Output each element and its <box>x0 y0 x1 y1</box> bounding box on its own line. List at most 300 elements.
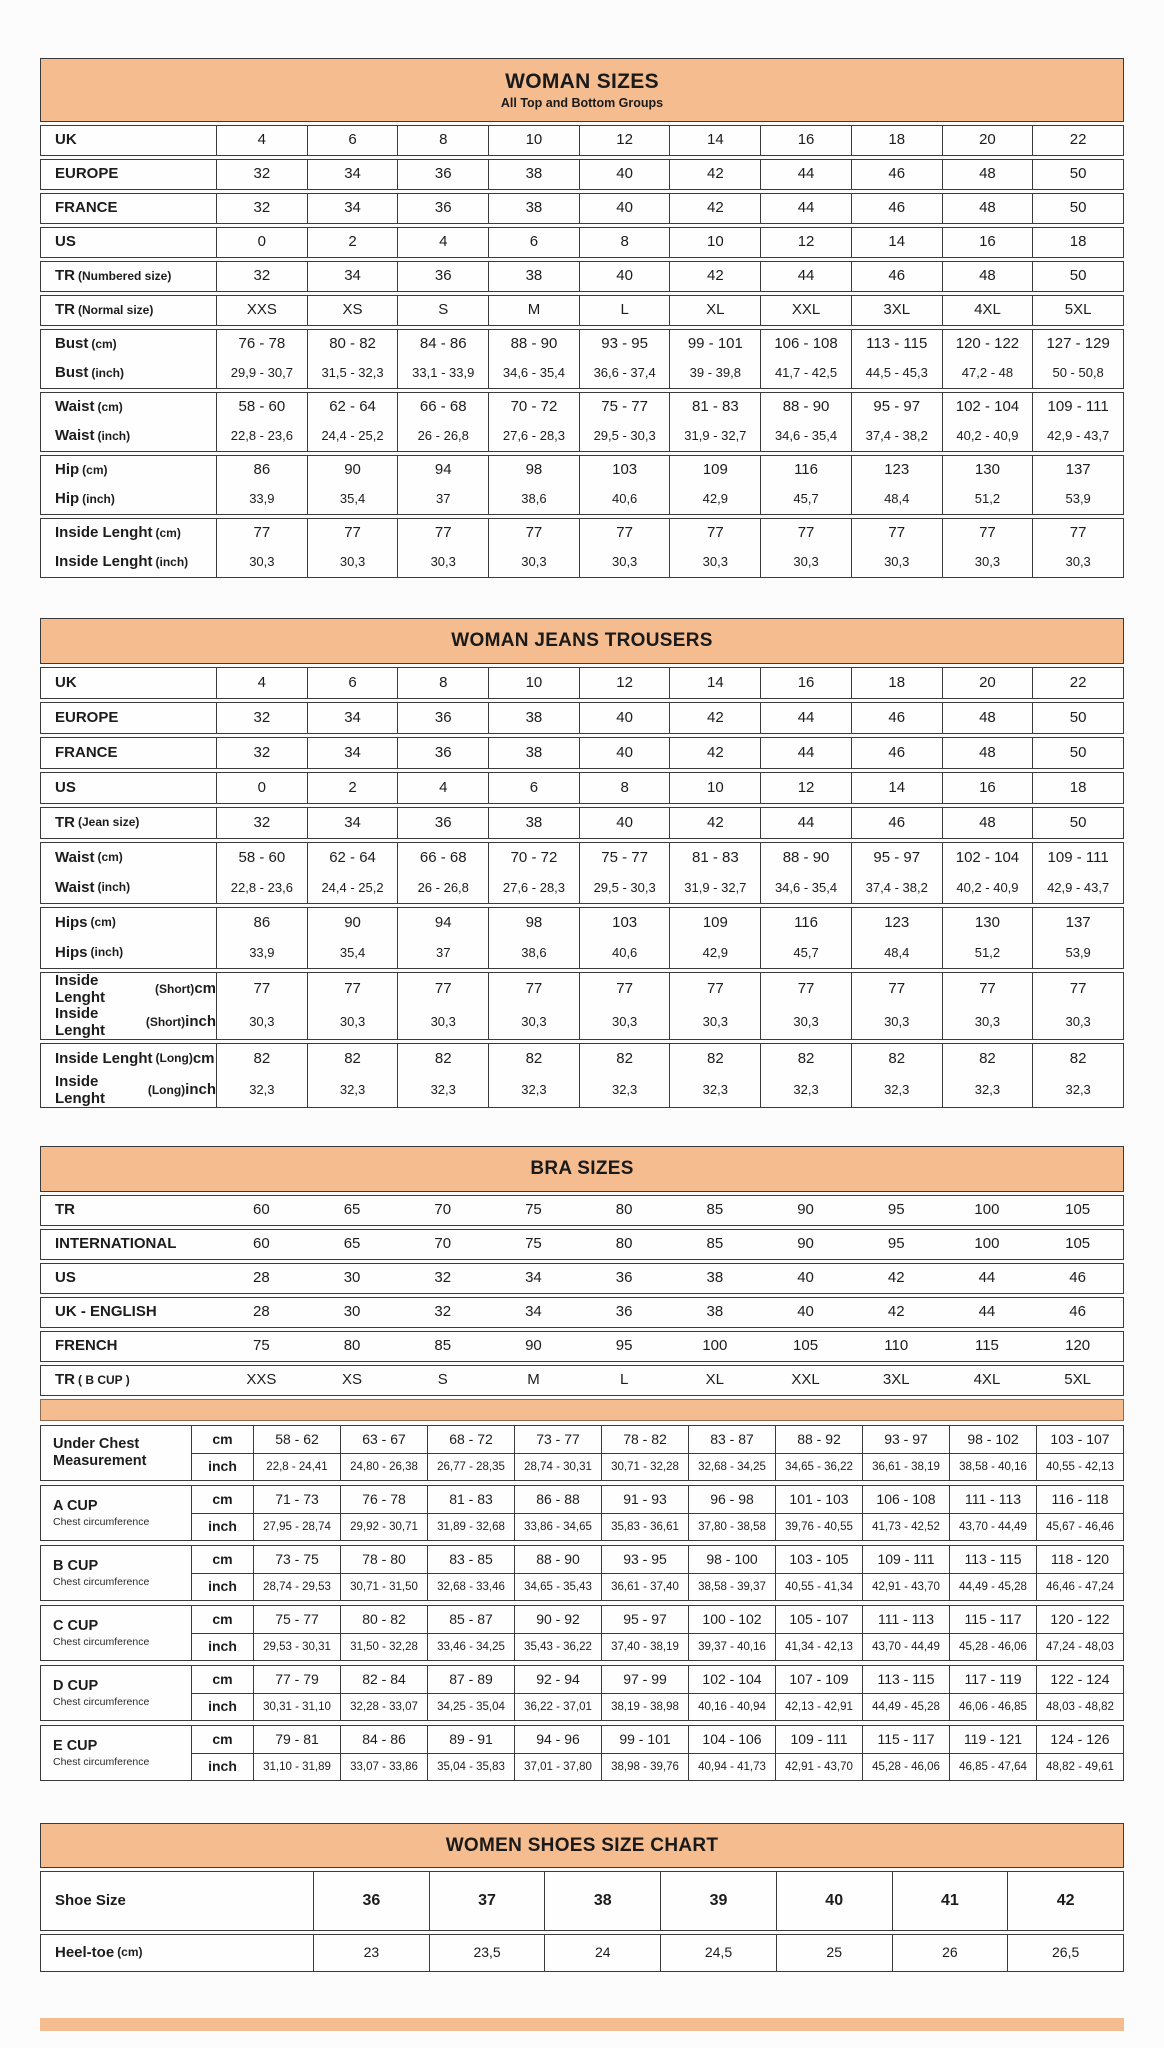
cup-label-subtitle: Chest circumference <box>53 1635 150 1648</box>
size-value: 34,6 - 35,4 <box>760 422 851 451</box>
cup-row-group <box>40 1545 1124 1601</box>
size-value: 40,94 - 41,73 <box>688 1753 775 1780</box>
size-value: 120 - 122 <box>1036 1606 1123 1633</box>
size-row-group <box>40 702 1124 734</box>
size-value: 123 <box>851 908 942 938</box>
size-value: 41,34 - 42,13 <box>775 1633 862 1660</box>
size-value: 35,83 - 36,61 <box>601 1513 688 1540</box>
size-value: 5XL <box>1032 296 1123 325</box>
size-value: 32 <box>216 160 307 189</box>
size-value: 33,07 - 33,86 <box>340 1753 427 1780</box>
size-value: M <box>527 1371 540 1389</box>
size-value: 32,3 <box>1032 1074 1123 1107</box>
size-value: 38 <box>488 160 579 189</box>
size-value: 12 <box>760 773 851 803</box>
size-value: 0 <box>216 228 307 257</box>
size-value: 115 - 117 <box>862 1726 949 1753</box>
size-value: 42 <box>1007 1872 1123 1930</box>
size-value: 70 <box>434 1235 452 1253</box>
size-value: 31,89 - 32,68 <box>427 1513 514 1540</box>
size-value: 32,68 - 34,25 <box>688 1453 775 1480</box>
size-value: 44 <box>760 194 851 223</box>
size-value: 90 <box>797 1235 814 1253</box>
size-value: 42 <box>669 703 760 733</box>
size-value: 32 <box>216 194 307 223</box>
size-value: S <box>437 1371 448 1389</box>
row-label: Inside Lenght (inch) <box>55 553 189 571</box>
size-value: 34,6 - 35,4 <box>488 359 579 388</box>
unit-label: inch <box>191 1513 253 1540</box>
size-value: 24,4 - 25,2 <box>307 873 398 903</box>
size-value: 30,3 <box>942 1006 1033 1039</box>
size-value: 50 <box>1032 262 1123 291</box>
size-value: 53,9 <box>1032 485 1123 514</box>
size-value: 80 <box>343 1337 361 1355</box>
size-value: 88 - 90 <box>488 330 579 359</box>
size-row-group <box>40 842 1124 904</box>
row-label-note: (inch) <box>91 365 125 380</box>
size-value: 14 <box>851 228 942 257</box>
row-label: UK <box>55 131 77 149</box>
size-value: 16 <box>760 126 851 155</box>
size-value: 42,9 - 43,7 <box>1032 422 1123 451</box>
size-value: 22,8 - 23,6 <box>216 873 307 903</box>
size-value: 42 <box>669 160 760 189</box>
size-value: 109 - 111 <box>1032 843 1123 873</box>
size-value: 77 <box>760 519 851 548</box>
size-value: 40,6 <box>579 485 670 514</box>
size-value: 85 - 87 <box>427 1606 514 1633</box>
size-value: 40,2 - 40,9 <box>942 873 1033 903</box>
size-value: 29,92 - 30,71 <box>340 1513 427 1540</box>
row-label: Waist (cm) <box>55 848 123 866</box>
size-value: 66 - 68 <box>397 393 488 422</box>
cup-row-group <box>40 1665 1124 1721</box>
size-value: 46,85 - 47,64 <box>949 1753 1036 1780</box>
size-value: 48 <box>942 808 1033 838</box>
size-value: 25 <box>776 1935 892 1971</box>
size-value: 35,4 <box>307 938 398 968</box>
size-value: 32,3 <box>942 1074 1033 1107</box>
size-value: 58 - 60 <box>216 393 307 422</box>
size-value: 36,22 - 37,01 <box>514 1693 601 1720</box>
size-value: 85 <box>434 1337 452 1355</box>
cup-label <box>41 1606 191 1660</box>
size-value: 120 - 122 <box>942 330 1033 359</box>
size-value: 45,28 - 46,06 <box>862 1753 949 1780</box>
size-value: 6 <box>488 228 579 257</box>
size-value: 36 <box>397 160 488 189</box>
size-value: 51,2 <box>942 938 1033 968</box>
size-value: 23 <box>313 1935 429 1971</box>
cup-row-group <box>40 1485 1124 1541</box>
size-value: 105 - 107 <box>775 1606 862 1633</box>
size-value: 77 <box>216 973 307 1006</box>
size-value: 76 - 78 <box>216 330 307 359</box>
row-label-note: (inch) <box>82 491 115 506</box>
size-value: 37 <box>397 485 488 514</box>
row-label: EUROPE <box>55 165 119 183</box>
size-row-group <box>40 1263 1124 1294</box>
row-label: Bust (cm) <box>55 335 117 353</box>
size-value: XXS <box>246 1371 277 1389</box>
size-value: 102 - 104 <box>688 1666 775 1693</box>
size-row-group <box>40 1195 1124 1226</box>
size-value: 30,3 <box>1032 548 1123 577</box>
size-value: 48 <box>942 262 1033 291</box>
size-value: 82 <box>488 1044 579 1074</box>
size-row-group <box>40 772 1124 804</box>
size-value: XS <box>342 1371 363 1389</box>
row-label-note: (Jean size) <box>78 815 140 830</box>
size-value: 4 <box>397 228 488 257</box>
size-value: 36,6 - 37,4 <box>579 359 670 388</box>
size-value: 95 - 97 <box>851 393 942 422</box>
size-value: 34 <box>307 703 398 733</box>
size-value: 37,80 - 38,58 <box>688 1513 775 1540</box>
size-value: 75 <box>253 1337 270 1355</box>
size-value: 31,10 - 31,89 <box>253 1753 340 1780</box>
cup-label <box>41 1546 191 1600</box>
size-value: 107 - 109 <box>775 1666 862 1693</box>
size-value: 100 - 102 <box>688 1606 775 1633</box>
size-value: 42 <box>669 808 760 838</box>
size-value: 83 - 87 <box>688 1426 775 1453</box>
unit-label: cm <box>191 1486 253 1513</box>
size-value: 35,43 - 36,22 <box>514 1633 601 1660</box>
size-value: 34 <box>307 738 398 768</box>
size-value: 87 - 89 <box>427 1666 514 1693</box>
size-value: 22,8 - 23,6 <box>216 422 307 451</box>
size-value: 47,2 - 48 <box>942 359 1033 388</box>
size-row-group <box>40 1043 1124 1108</box>
row-label-note: ( B CUP ) <box>78 1372 130 1387</box>
size-value: 106 - 108 <box>862 1486 949 1513</box>
size-value: 77 <box>397 973 488 1006</box>
size-value: 28 <box>253 1269 270 1287</box>
size-value: 20 <box>942 668 1033 698</box>
bra-sizes-title: BRA SIZES <box>530 1158 634 1179</box>
cup-label-subtitle: Chest circumference <box>53 1575 150 1588</box>
size-value: 103 <box>579 908 670 938</box>
size-value: 115 <box>974 1337 999 1355</box>
size-value: 46 <box>851 160 942 189</box>
size-value: 50 <box>1032 160 1123 189</box>
size-value: 32 <box>216 262 307 291</box>
size-value: 12 <box>760 228 851 257</box>
bra-sizes-header <box>40 1146 1124 1192</box>
row-label: Hip (cm) <box>55 461 108 479</box>
size-value: 32,3 <box>760 1074 851 1107</box>
size-value: 73 - 77 <box>514 1426 601 1453</box>
shoe-row <box>40 1934 1124 1972</box>
size-value: 40,6 <box>579 938 670 968</box>
size-value: 80 - 82 <box>307 330 398 359</box>
size-value: 110 <box>884 1337 909 1355</box>
size-value: 30,3 <box>851 1006 942 1039</box>
size-value: L <box>619 1371 629 1389</box>
size-value: 105 <box>1065 1235 1091 1253</box>
size-value: 99 - 101 <box>601 1726 688 1753</box>
size-value: 95 - 97 <box>601 1606 688 1633</box>
size-value: 42,9 <box>669 938 760 968</box>
row-label: TR (Numbered size) <box>55 267 172 285</box>
row-label: Waist (inch) <box>55 878 131 896</box>
size-value: 84 - 86 <box>340 1726 427 1753</box>
size-value: 32,68 - 33,46 <box>427 1573 514 1600</box>
size-value: 46 <box>851 703 942 733</box>
size-value: 29,5 - 30,3 <box>579 422 670 451</box>
cup-label-subtitle: Chest circumference <box>53 1515 150 1528</box>
size-row-group <box>40 1297 1124 1328</box>
size-value: 111 - 113 <box>949 1486 1036 1513</box>
size-value: 77 <box>216 519 307 548</box>
row-label: TR (Normal size) <box>55 301 154 319</box>
size-value: 42 <box>669 194 760 223</box>
row-label: TR <box>55 1201 75 1219</box>
size-row-group <box>40 227 1124 258</box>
cup-label <box>41 1666 191 1720</box>
size-value: 62 - 64 <box>307 393 398 422</box>
size-value: 100 <box>974 1201 1000 1219</box>
row-label: Inside Lenght (Short) cm <box>55 972 216 1006</box>
size-value: 34 <box>307 808 398 838</box>
size-row-group <box>40 455 1124 515</box>
size-value: 36,61 - 37,40 <box>601 1573 688 1600</box>
size-value: 30,3 <box>216 1006 307 1039</box>
size-value: 32,3 <box>307 1074 398 1107</box>
size-value: 37 <box>397 938 488 968</box>
row-label: Waist (inch) <box>55 427 131 445</box>
size-value: 14 <box>851 773 942 803</box>
size-value: 40 <box>797 1269 814 1287</box>
size-value: 44,5 - 45,3 <box>851 359 942 388</box>
size-value: 117 - 119 <box>949 1666 1036 1693</box>
row-label: INTERNATIONAL <box>55 1235 177 1253</box>
woman-jeans-table <box>40 618 1124 1108</box>
unit-label: inch <box>191 1573 253 1600</box>
size-value: 32 <box>434 1269 452 1287</box>
women-shoes-table <box>40 1823 1124 1972</box>
size-value: 26,77 - 28,35 <box>427 1453 514 1480</box>
cup-label-title: A CUP <box>53 1497 98 1514</box>
size-value: 26 - 26,8 <box>397 422 488 451</box>
size-value: 89 - 91 <box>427 1726 514 1753</box>
size-value: 36 <box>397 194 488 223</box>
size-row-group <box>40 667 1124 699</box>
size-value: 45,7 <box>760 485 851 514</box>
size-value: 32 <box>434 1303 452 1321</box>
size-value: 98 <box>488 456 579 485</box>
size-value: 4XL <box>942 296 1033 325</box>
bra-system-rows <box>40 1195 1124 1396</box>
size-value: 75 - 77 <box>579 393 670 422</box>
size-value: 70 - 72 <box>488 843 579 873</box>
size-value: 32,3 <box>397 1074 488 1107</box>
size-value: 93 - 95 <box>601 1546 688 1573</box>
size-value: 77 <box>579 973 670 1006</box>
row-label: Hip (inch) <box>55 490 115 508</box>
woman-sizes-subtitle: All Top and Bottom Groups <box>500 96 664 110</box>
size-value: 90 - 92 <box>514 1606 601 1633</box>
row-label-note: (Numbered size) <box>78 268 172 283</box>
size-value: 18 <box>851 668 942 698</box>
size-value: 94 - 96 <box>514 1726 601 1753</box>
size-value: 113 - 115 <box>862 1666 949 1693</box>
size-value: 8 <box>397 126 488 155</box>
size-value: 47,24 - 48,03 <box>1036 1633 1123 1660</box>
cup-label-subtitle: Chest circumference <box>53 1755 150 1768</box>
size-value: 119 - 121 <box>949 1726 1036 1753</box>
row-label: TR (Jean size) <box>55 813 140 831</box>
size-value: 32 <box>216 808 307 838</box>
size-value: 116 <box>760 456 851 485</box>
size-value: 78 - 80 <box>340 1546 427 1573</box>
size-value: 6 <box>488 773 579 803</box>
size-value: 102 - 104 <box>942 393 1033 422</box>
size-value: 100 <box>974 1235 1000 1253</box>
size-value: 93 - 95 <box>579 330 670 359</box>
bra-section-divider-strip <box>40 1399 1124 1421</box>
size-value: 38 <box>488 738 579 768</box>
size-value: 39 - 39,8 <box>669 359 760 388</box>
size-value: 82 <box>760 1044 851 1074</box>
row-label: FRENCH <box>55 1337 118 1355</box>
cup-label-subtitle: Chest circumference <box>53 1695 150 1708</box>
size-value: 90 <box>797 1201 814 1219</box>
size-value: M <box>488 296 579 325</box>
size-row-group <box>40 159 1124 190</box>
size-value: 60 <box>253 1201 270 1219</box>
size-value: 44 <box>760 738 851 768</box>
size-row-group <box>40 261 1124 292</box>
shoe-row <box>40 1871 1124 1931</box>
size-row-group <box>40 295 1124 326</box>
size-value: 48,4 <box>851 485 942 514</box>
size-value: 38 <box>544 1872 660 1930</box>
size-value: 29,53 - 30,31 <box>253 1633 340 1660</box>
row-label: Bust (inch) <box>55 364 125 382</box>
size-value: 65 <box>343 1235 361 1253</box>
row-label: Inside Lenght (Long) inch <box>55 1073 216 1107</box>
row-label: US <box>55 778 76 796</box>
size-value: 42 <box>669 262 760 291</box>
size-value: 77 <box>942 519 1033 548</box>
size-value: 36 <box>397 738 488 768</box>
size-value: 111 - 113 <box>862 1606 949 1633</box>
size-value: 22 <box>1032 126 1123 155</box>
size-value: 118 - 120 <box>1036 1546 1123 1573</box>
size-value: XL <box>669 296 760 325</box>
size-value: 32,3 <box>488 1074 579 1107</box>
size-value: 46 <box>851 262 942 291</box>
row-label-note: (inch) <box>97 428 131 443</box>
size-value: 50 <box>1032 194 1123 223</box>
size-value: 83 - 85 <box>427 1546 514 1573</box>
size-row-group <box>40 737 1124 769</box>
size-value: 40,16 - 40,94 <box>688 1693 775 1720</box>
size-value: 30,3 <box>307 1006 398 1039</box>
size-value: 66 - 68 <box>397 843 488 873</box>
size-value: 77 <box>851 519 942 548</box>
unit-label: cm <box>191 1546 253 1573</box>
size-value: 82 <box>216 1044 307 1074</box>
row-label: Hips (inch) <box>55 943 124 961</box>
cup-label <box>41 1426 191 1480</box>
woman-jeans-rows <box>40 667 1124 1108</box>
size-value: XXL <box>791 1371 820 1389</box>
size-value: 41 <box>892 1872 1008 1930</box>
size-value: 95 - 97 <box>851 843 942 873</box>
size-value: 33,46 - 34,25 <box>427 1633 514 1660</box>
size-value: 63 - 67 <box>340 1426 427 1453</box>
size-value: 53,9 <box>1032 938 1123 968</box>
size-value: 42,9 - 43,7 <box>1032 873 1123 903</box>
size-value: 42,9 <box>669 485 760 514</box>
size-value: 92 - 94 <box>514 1666 601 1693</box>
row-label-note: (Long) <box>147 1082 186 1097</box>
size-value: 65 <box>343 1201 361 1219</box>
size-value: 51,2 <box>942 485 1033 514</box>
size-value: 30,3 <box>579 548 670 577</box>
size-value: 4 <box>216 668 307 698</box>
row-label-note: (cm) <box>97 850 123 865</box>
size-value: 26,5 <box>1007 1935 1123 1971</box>
size-value: 44 <box>978 1303 996 1321</box>
size-value: 30,3 <box>760 548 851 577</box>
size-value: 30,3 <box>216 548 307 577</box>
size-value: 75 <box>525 1235 542 1253</box>
size-value: 77 <box>397 519 488 548</box>
size-value: 30,31 - 31,10 <box>253 1693 340 1720</box>
woman-jeans-header <box>40 618 1124 664</box>
size-value: 29,5 - 30,3 <box>579 873 670 903</box>
size-value: 60 <box>253 1235 270 1253</box>
row-label-note: (Normal size) <box>78 302 154 317</box>
size-value: 77 <box>307 973 398 1006</box>
size-value: 77 <box>851 973 942 1006</box>
size-value: 30,3 <box>669 548 760 577</box>
woman-sizes-header <box>40 58 1124 122</box>
size-value: 31,50 - 32,28 <box>340 1633 427 1660</box>
size-value: 34 <box>525 1269 542 1287</box>
size-value: 33,9 <box>216 938 307 968</box>
size-value: 18 <box>851 126 942 155</box>
size-value: 84 - 86 <box>397 330 488 359</box>
size-value: 81 - 83 <box>669 393 760 422</box>
size-row-group <box>40 1229 1124 1260</box>
size-value: 106 - 108 <box>760 330 851 359</box>
size-value: XL <box>705 1371 725 1389</box>
size-value: 103 <box>579 456 670 485</box>
row-label-note: (Long) <box>155 1051 193 1066</box>
unit-label: inch <box>191 1633 253 1660</box>
size-value: 44 <box>760 703 851 733</box>
size-value: 116 <box>760 908 851 938</box>
size-value: 22,8 - 24,41 <box>253 1453 340 1480</box>
size-value: 40 <box>579 160 670 189</box>
size-value: 77 <box>669 519 760 548</box>
size-value: 109 - 111 <box>862 1546 949 1573</box>
size-value: 33,9 <box>216 485 307 514</box>
size-value: 5XL <box>1064 1371 1091 1389</box>
row-label: Inside Lenght (cm) <box>55 524 181 542</box>
size-value: XS <box>307 296 398 325</box>
size-value: 10 <box>488 126 579 155</box>
row-label: US <box>55 233 76 251</box>
row-label: FRANCE <box>55 199 118 217</box>
size-value: 86 <box>216 908 307 938</box>
